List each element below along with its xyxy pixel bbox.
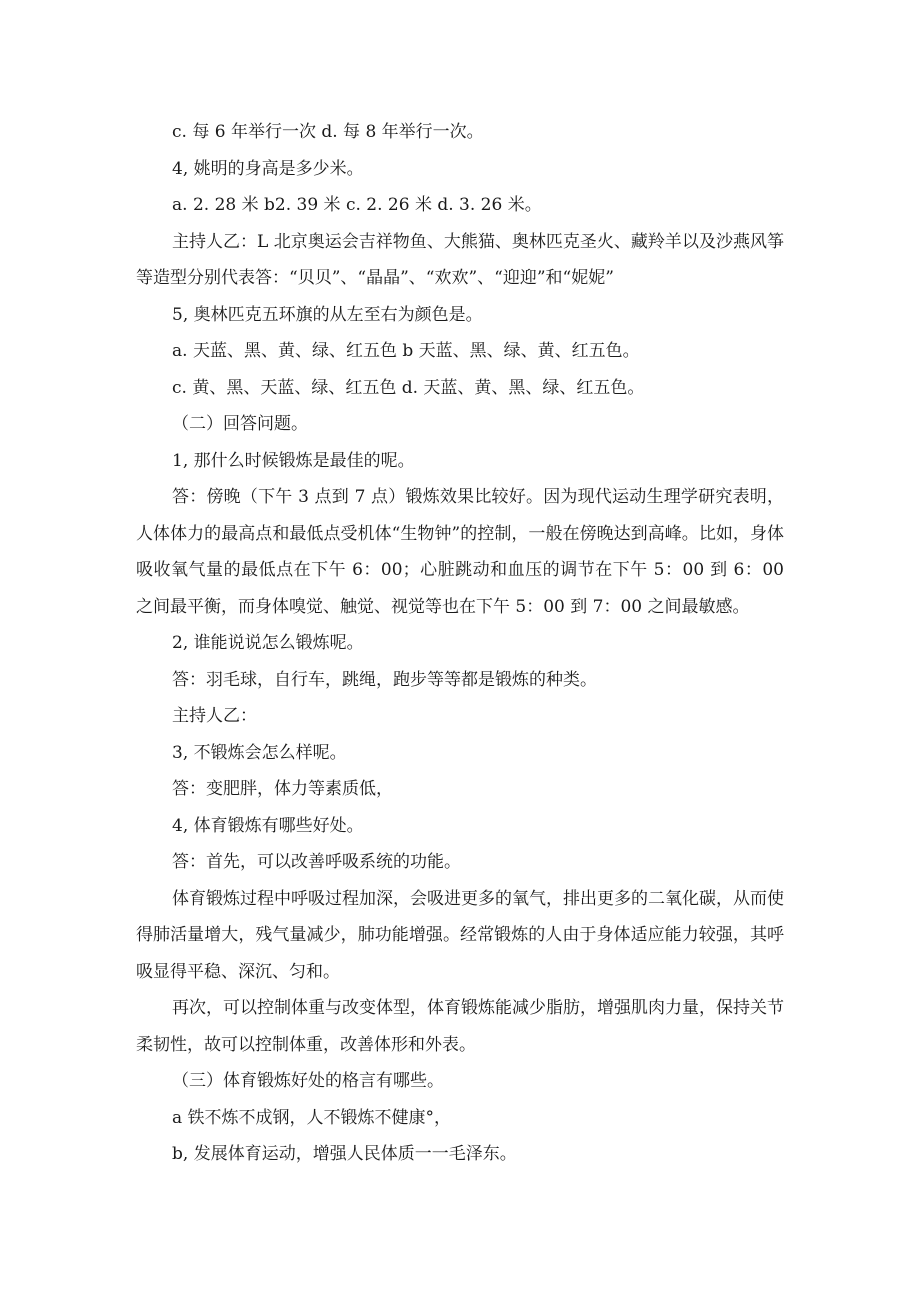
paragraph-answer-best-time: 答：傍晚（下午 3 点到 7 点）锻炼效果比较好。因为现代运动生理学研究表明，人体体力的最高点和最低点受机体“生物钟”的控制，一般在傍晚达到高峰。比如，身体吸收氧气量的最低点在下午 6：00；心脏跳动和血压的调节在下午 5：00 到 6：00 之间最平衡，而身体嗅觉、触觉、视觉等也在下午 5：00 到 7：00 之间最敏感。 bbox=[136, 487, 790, 617]
paragraph-host-b: 主持人乙： bbox=[172, 706, 257, 726]
paragraph-question-no-exercise: 3, 不锻炼会怎么样呢。 bbox=[172, 742, 347, 763]
paragraph-q4-options: a. 2. 28 米 b2. 39 米 c. 2. 26 米 d. 3. 26 米。 bbox=[172, 195, 542, 215]
paragraph-q3-options-cd: c. 每 6 年举行一次 d. 每 8 年举行一次。 bbox=[172, 122, 484, 142]
document-body bbox=[136, 114, 790, 1173]
paragraph-question-benefits: 4, 体育锻炼有哪些好处。 bbox=[172, 815, 364, 836]
paragraph-answer-no-exercise: 答：变肥胖，体力等素质低， bbox=[172, 779, 393, 799]
paragraph-answer-benefits-first: 答：首先，可以改善呼吸系统的功能。 bbox=[172, 852, 461, 872]
paragraph-q5-options-ab: a. 天蓝、黑、黄、绿、红五色 b 天蓝、黑、绿、黄、红五色。 bbox=[172, 341, 640, 361]
paragraph-breathing-explanation: 体育锻炼过程中呼吸过程加深，会吸进更多的氧气，排出更多的二氧化碳，从而使得肺活量增大，残气量减少，肺功能增强。经常锻炼的人由于身体适应能力较强，其呼吸显得平稳、深沉、匀和。 bbox=[136, 888, 784, 982]
paragraph-answer-how-exercise: 答：羽毛球，自行车，跳绳，跑步等等都是锻炼的种类。 bbox=[172, 669, 597, 690]
paragraph-motto-a: a 铁不炼不成钢，人不锻炼不健康°， bbox=[172, 1107, 452, 1128]
paragraph-question-best-time: 1, 那什么时候锻炼是最佳的呢。 bbox=[172, 450, 415, 471]
paragraph-question-how-exercise: 2, 谁能说说怎么锻炼呢。 bbox=[172, 633, 364, 653]
paragraph-host-b-mascots: 主持人乙：L 北京奥运会吉祥物鱼、大熊猫、奥林匹克圣火、藏羚羊以及沙燕风筝等造型分别代表答：“贝贝”、“晶晶”、“欢欢”、“迎迎”和“妮妮” bbox=[136, 231, 784, 288]
paragraph-q5-options-cd: c. 黄、黑、天蓝、绿、红五色 d. 天蓝、黄、黑、绿、红五色。 bbox=[172, 377, 645, 398]
section-heading-answer-questions: （二）回答问题。 bbox=[172, 414, 308, 434]
paragraph-question-4: 4, 姚明的身高是多少米。 bbox=[172, 158, 364, 179]
paragraph-question-5: 5, 奥林匹克五环旗的从左至右为颜色是。 bbox=[172, 304, 483, 325]
section-heading-mottos: （三）体育锻炼好处的格言有哪些。 bbox=[172, 1071, 444, 1091]
paragraph-motto-b: b, 发展体育运动，增强人民体质一一毛泽东。 bbox=[172, 1144, 517, 1164]
paragraph-weight-control: 再次，可以控制体重与改变体型，体育锻炼能减少脂肪，增强肌肉力量，保持关节柔韧性，故可以控制体重，改善体形和外表。 bbox=[136, 998, 784, 1055]
